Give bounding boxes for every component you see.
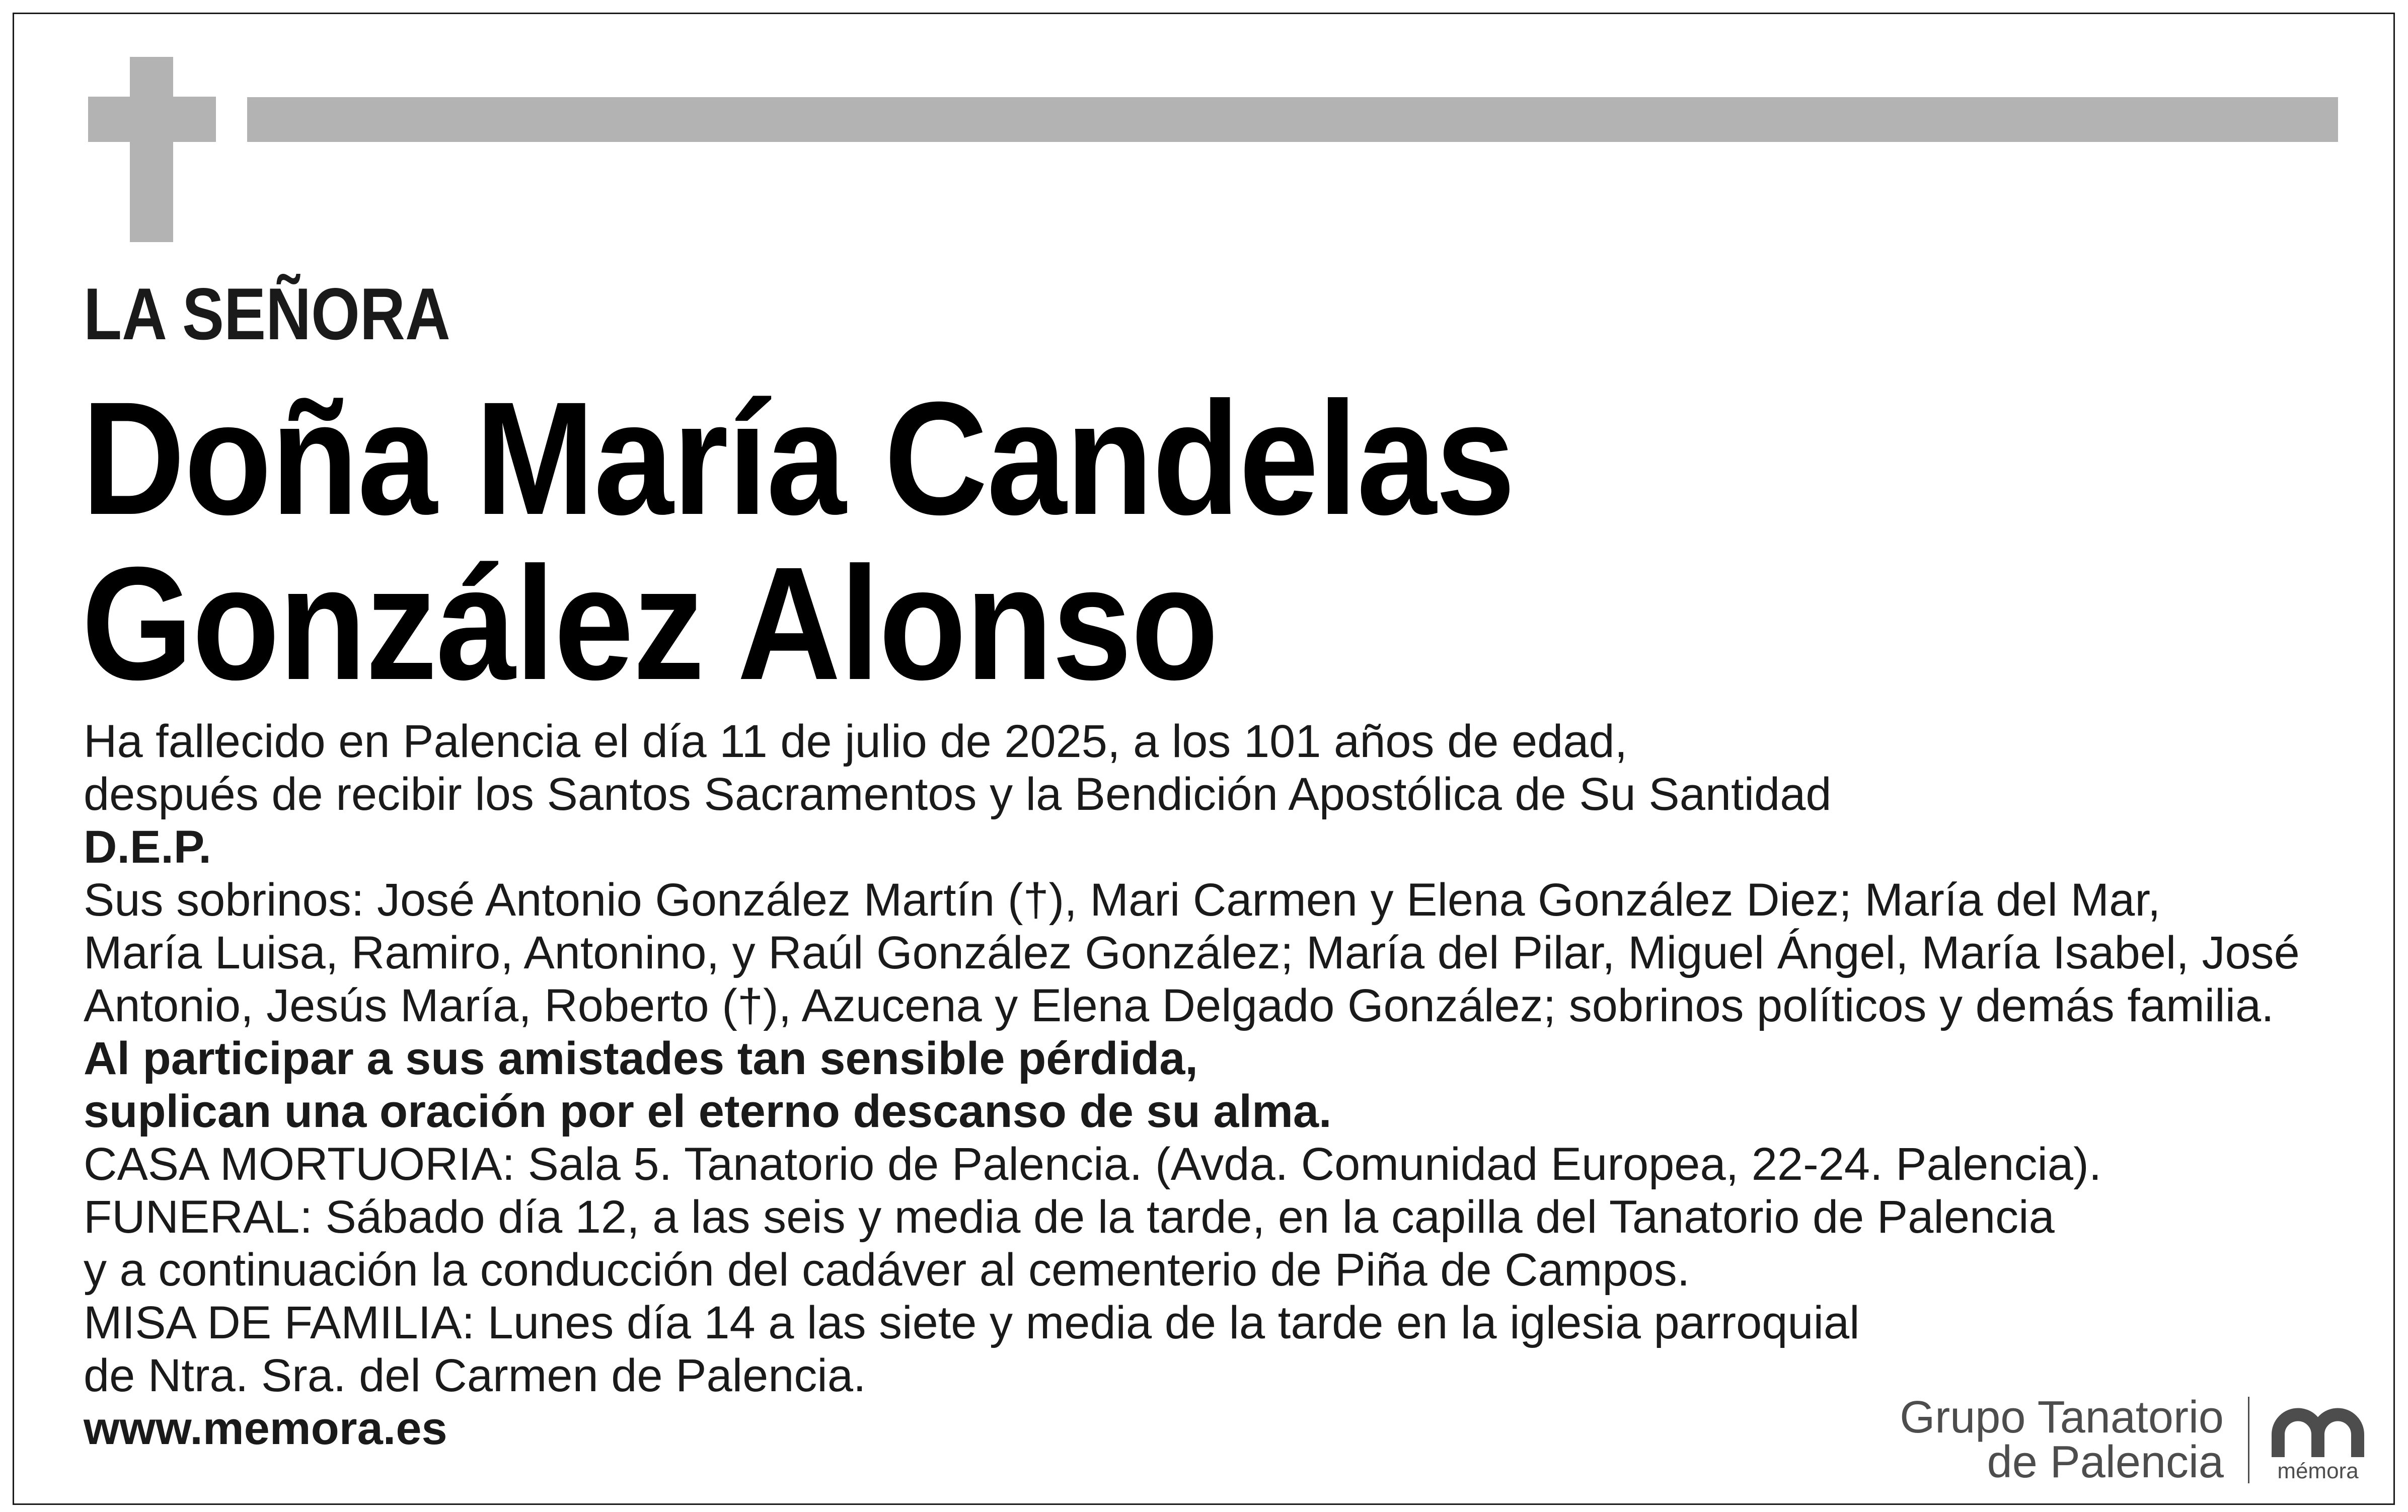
family-mass-line: de Ntra. Sra. del Carmen de Palencia.	[84, 1350, 866, 1401]
deceased-name-line-1: Doña María Candelas	[82, 368, 1515, 548]
deceased-name	[82, 368, 1692, 713]
cross-icon	[88, 57, 216, 242]
family-line: María Luisa, Ramiro, Antonino, y Raúl González González; María del Pilar, Miguel Ángel, María Isabel, José	[84, 927, 2300, 978]
death-announcement-line: después de recibir los Santos Sacramentos y la Bendición Apostólica de Su Santidad	[84, 769, 1832, 820]
funeral-home-line: CASA MORTUORIA: Sala 5. Tanatorio de Palencia. (Avda. Comunidad Europea, 22-24. Palencia).	[84, 1139, 2102, 1190]
funeral-line: FUNERAL: Sábado día 12, a las seis y media de la tarde, en la capilla del Tanatorio de Palencia	[84, 1191, 2055, 1243]
memora-m-logo-icon	[2272, 1407, 2364, 1457]
death-announcement-line: Ha fallecido en Palencia el día 11 de julio de 2025, a los 101 años de edad,	[84, 716, 1628, 767]
header-rule	[247, 97, 2338, 142]
brand-divider	[2248, 1397, 2249, 1483]
deceased-title: LA SEÑORA	[84, 273, 450, 355]
cross-horizontal-bar	[88, 97, 216, 142]
cross-vertical-bar	[130, 57, 173, 242]
request-line: Al participar a sus amistades tan sensible pérdida,	[84, 1033, 1198, 1084]
logo-caption: mémora	[2277, 1459, 2359, 1483]
funeral-line: y a continuación la conducción del cadáver al cementerio de Piña de Campos.	[84, 1244, 1690, 1296]
family-line: Sus sobrinos: José Antonio González Martín (†), Mari Carmen y Elena González Diez; María del Mar,	[84, 874, 2161, 926]
rip-line: D.E.P.	[84, 821, 211, 873]
family-line: Antonio, Jesús María, Roberto (†), Azucena y Elena Delgado González; sobrinos políticos y demás familia.	[84, 980, 2274, 1031]
request-line: suplican una oración por el eterno descanso de su alma.	[84, 1086, 1332, 1137]
notice-body	[84, 715, 2300, 1455]
deceased-name-line-2: González Alonso	[82, 533, 1218, 713]
funeral-home-group-name	[1900, 1392, 2224, 1487]
group-name-line-2: de Palencia	[1987, 1437, 2224, 1487]
logo-m-shape	[2278, 1415, 2358, 1458]
website-text: www.memora.es	[84, 1403, 447, 1454]
family-mass-line: MISA DE FAMILIA: Lunes día 14 a las siete y media de la tarde en la iglesia parroquial	[84, 1297, 1860, 1348]
group-name-line-1: Grupo Tanatorio	[1900, 1392, 2224, 1443]
